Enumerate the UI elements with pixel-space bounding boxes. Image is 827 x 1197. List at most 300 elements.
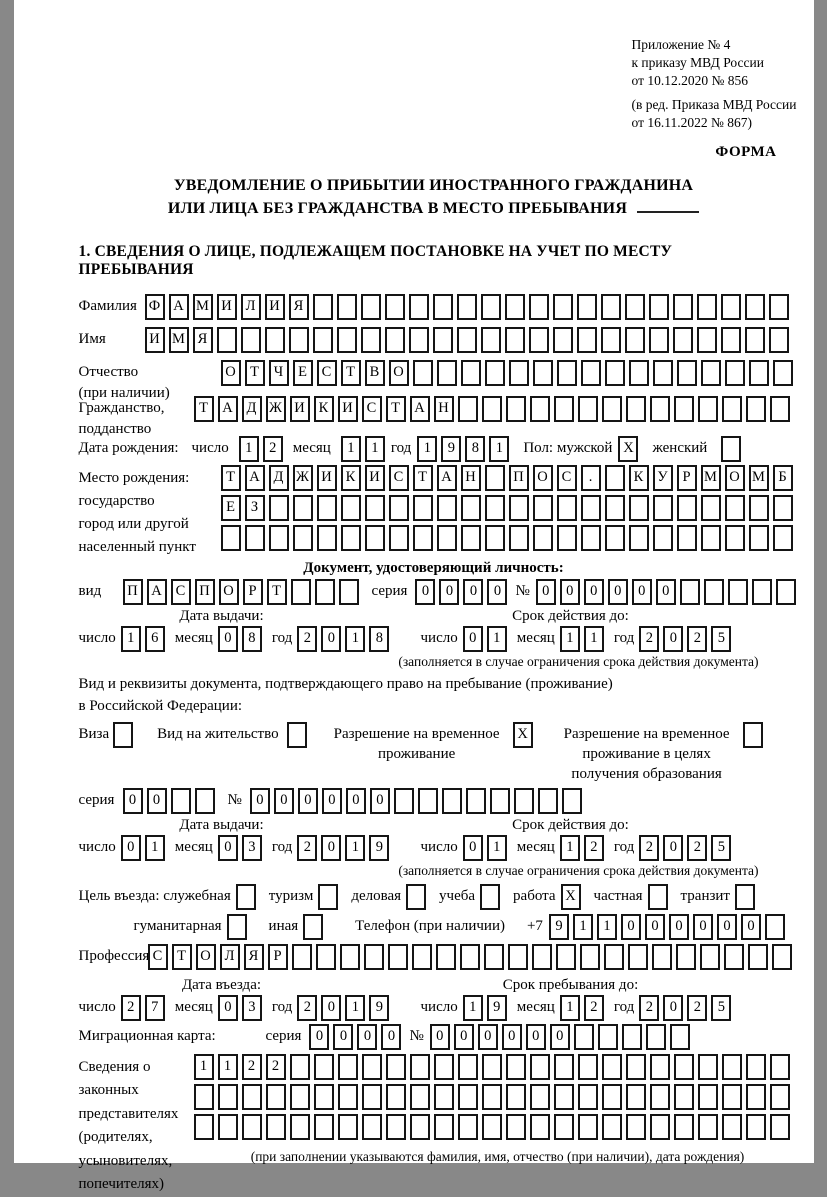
char-box — [269, 525, 289, 551]
char-box — [290, 1114, 310, 1140]
char-box: 2 — [584, 835, 604, 861]
char-box — [602, 1084, 622, 1110]
char-box: 0 — [218, 995, 238, 1021]
legal-reps-row1 — [194, 1054, 790, 1080]
year-word: год — [614, 630, 634, 647]
char-box: 1 — [417, 436, 437, 462]
year-word: год — [272, 839, 292, 856]
citizenship-boxes — [194, 396, 790, 422]
char-box — [601, 327, 621, 353]
char-box — [314, 1084, 334, 1110]
char-box — [341, 525, 361, 551]
char-box — [217, 327, 237, 353]
char-box: 0 — [478, 1024, 498, 1050]
char-box — [765, 914, 785, 940]
char-box — [362, 1084, 382, 1110]
title-blank-line — [637, 211, 699, 213]
residence-issue-title: Дата выдачи: — [79, 816, 365, 834]
migration-card-row — [79, 1024, 789, 1050]
char-box: И — [217, 294, 237, 320]
char-box — [338, 1084, 358, 1110]
char-box — [674, 1114, 694, 1140]
char-box: И — [338, 396, 358, 422]
section1-heading: 1. СВЕДЕНИЯ О ЛИЦЕ, ПОДЛЕЖАЩЕМ ПОСТАНОВКЕ НА УЧЕТ ПО МЕСТУ ПРЕБЫВАНИЯ — [79, 243, 789, 279]
char-box — [410, 1114, 430, 1140]
char-box: 0 — [346, 788, 366, 814]
entry-day — [121, 995, 165, 1021]
char-box — [743, 722, 763, 748]
char-box — [466, 788, 486, 814]
char-box — [557, 360, 577, 386]
char-box — [601, 294, 621, 320]
char-box: 0 — [526, 1024, 546, 1050]
char-box — [442, 788, 462, 814]
char-box — [653, 360, 673, 386]
doc-issue-group — [79, 607, 365, 652]
char-box — [339, 579, 359, 605]
char-box — [293, 525, 313, 551]
char-box — [313, 294, 333, 320]
char-box — [670, 1024, 690, 1050]
char-box — [578, 396, 598, 422]
char-box — [605, 360, 625, 386]
char-box — [386, 1114, 406, 1140]
char-box: С — [557, 465, 577, 491]
char-box — [485, 495, 505, 521]
birth-place-labels: Место рождения: государство город или другой населенный пункт — [79, 465, 221, 559]
char-box: А — [245, 465, 265, 491]
char-box — [578, 1114, 598, 1140]
purpose-row-2 — [79, 914, 789, 940]
char-box — [557, 525, 577, 551]
char-box: 8 — [369, 626, 389, 652]
char-box: 1 — [239, 436, 259, 462]
char-box — [602, 1114, 622, 1140]
char-box — [218, 1114, 238, 1140]
arrival-notification-form — [14, 0, 814, 1163]
migration-card-label: Миграционная карта: — [79, 1024, 266, 1045]
char-box: Е — [293, 360, 313, 386]
char-box — [772, 944, 792, 970]
char-box: 0 — [656, 579, 676, 605]
purpose-commercial: деловая — [351, 884, 426, 910]
char-box — [721, 294, 741, 320]
year-word: год — [391, 436, 411, 457]
doc-dates-row — [79, 607, 789, 652]
stay-month — [560, 995, 604, 1021]
char-box: Н — [461, 465, 481, 491]
month-word: месяц — [175, 839, 213, 856]
char-box — [677, 495, 697, 521]
char-box — [749, 495, 769, 521]
char-box — [649, 327, 669, 353]
char-box — [674, 396, 694, 422]
char-box — [529, 327, 549, 353]
residence-issue-year — [297, 835, 389, 861]
legal-reps-labels: Сведения о законных представителях (родителях, усыновителях, попечителях) — [79, 1054, 194, 1197]
char-box — [484, 944, 504, 970]
char-box: 0 — [663, 835, 683, 861]
char-box: 0 — [322, 788, 342, 814]
migration-number-boxes — [430, 1024, 690, 1050]
residence-series-boxes — [123, 788, 215, 814]
char-box — [578, 1054, 598, 1080]
char-box: 6 — [145, 626, 165, 652]
day-word: число — [79, 999, 116, 1016]
residence-series-row — [79, 788, 789, 814]
char-box — [365, 525, 385, 551]
char-box: И — [145, 327, 165, 353]
char-box: 1 — [345, 995, 365, 1021]
char-box: А — [169, 294, 189, 320]
char-box: Л — [220, 944, 240, 970]
sex-female-label: женский — [652, 436, 707, 457]
char-box: 0 — [663, 626, 683, 652]
char-box — [530, 1054, 550, 1080]
form-label: ФОРМА — [79, 144, 789, 161]
char-box: Д — [242, 396, 262, 422]
residence-number-label: № — [228, 788, 242, 809]
char-box — [317, 495, 337, 521]
entry-date-title: Дата въезда: — [79, 976, 365, 994]
residence-permit-options — [79, 722, 789, 784]
char-box — [241, 327, 261, 353]
char-box — [580, 944, 600, 970]
char-box — [341, 495, 361, 521]
char-box — [752, 579, 772, 605]
char-box: К — [629, 465, 649, 491]
char-box: 7 — [145, 995, 165, 1021]
char-box: Н — [434, 396, 454, 422]
char-box — [773, 360, 793, 386]
char-box: 0 — [663, 995, 683, 1021]
char-box — [482, 1054, 502, 1080]
purpose-study: учеба — [439, 884, 500, 910]
doc-issue-month — [218, 626, 262, 652]
char-box: Т — [172, 944, 192, 970]
profession-row — [79, 944, 789, 970]
char-box — [626, 396, 646, 422]
char-box — [385, 327, 405, 353]
char-box — [506, 1084, 526, 1110]
entry-year — [297, 995, 389, 1021]
purpose-private-checkbox — [648, 884, 668, 910]
phone-label: Телефон (при наличии) — [355, 914, 505, 935]
char-box — [316, 944, 336, 970]
char-box: 1 — [597, 914, 617, 940]
doc-type-boxes — [123, 579, 359, 605]
doc-issue-title: Дата выдачи: — [79, 607, 365, 625]
char-box — [461, 495, 481, 521]
char-box: 2 — [297, 626, 317, 652]
residence-number-boxes — [250, 788, 582, 814]
char-box — [409, 294, 429, 320]
entry-purpose-row — [79, 884, 789, 910]
char-box — [485, 360, 505, 386]
char-box — [770, 1084, 790, 1110]
day-word: число — [79, 839, 116, 856]
birth-year-boxes — [417, 436, 509, 462]
char-box: Р — [268, 944, 288, 970]
legal-reps-block — [79, 1054, 789, 1197]
char-box: 0 — [357, 1024, 377, 1050]
char-box — [303, 914, 323, 940]
char-box — [386, 1054, 406, 1080]
purpose-transit: транзит — [681, 884, 755, 910]
char-box — [433, 294, 453, 320]
patronymic-boxes — [221, 360, 793, 386]
char-box — [434, 1114, 454, 1140]
char-box — [746, 1114, 766, 1140]
char-box — [480, 884, 500, 910]
residence-issue-day — [121, 835, 165, 861]
char-box — [481, 327, 501, 353]
char-box — [289, 327, 309, 353]
given-name-boxes — [145, 327, 789, 353]
char-box: X — [561, 884, 581, 910]
char-box: 2 — [263, 436, 283, 462]
char-box — [602, 396, 622, 422]
month-word: месяц — [517, 630, 555, 647]
char-box — [506, 1054, 526, 1080]
entry-date-group — [79, 976, 365, 1021]
char-box — [650, 1054, 670, 1080]
stay-until-group — [421, 976, 721, 1021]
day-word: число — [79, 630, 116, 647]
char-box: 1 — [463, 995, 483, 1021]
char-box — [315, 579, 335, 605]
char-box: 1 — [218, 1054, 238, 1080]
char-box — [293, 495, 313, 521]
char-box: Ч — [269, 360, 289, 386]
char-box: 0 — [298, 788, 318, 814]
char-box: Б — [773, 465, 793, 491]
char-box — [676, 944, 696, 970]
char-box — [553, 294, 573, 320]
char-box — [482, 396, 502, 422]
char-box: И — [365, 465, 385, 491]
char-box — [514, 788, 534, 814]
char-box — [578, 1084, 598, 1110]
char-box: 1 — [560, 626, 580, 652]
doc-number-boxes — [536, 579, 796, 605]
char-box — [725, 495, 745, 521]
purpose-private: частная — [594, 884, 668, 910]
char-box — [490, 788, 510, 814]
birth-date-label: Дата рождения: — [79, 436, 192, 457]
purpose-commercial-checkbox — [406, 884, 426, 910]
char-box: О — [196, 944, 216, 970]
char-box: 8 — [465, 436, 485, 462]
char-box — [650, 1114, 670, 1140]
char-box — [485, 465, 505, 491]
char-box — [577, 327, 597, 353]
char-box — [266, 1114, 286, 1140]
char-box: М — [701, 465, 721, 491]
temp-permit-label: Разрешение на временное проживание — [329, 722, 505, 764]
char-box — [728, 579, 748, 605]
char-box — [318, 884, 338, 910]
char-box — [773, 495, 793, 521]
char-box — [653, 495, 673, 521]
char-box — [769, 327, 789, 353]
char-box — [622, 1024, 642, 1050]
char-box: Р — [677, 465, 697, 491]
char-box — [290, 1084, 310, 1110]
char-box — [649, 294, 669, 320]
char-box — [533, 525, 553, 551]
char-box — [314, 1054, 334, 1080]
char-box: 1 — [560, 835, 580, 861]
char-box — [113, 722, 133, 748]
char-box: 0 — [454, 1024, 474, 1050]
year-word: год — [272, 630, 292, 647]
temp-permit-option — [329, 722, 533, 764]
char-box — [245, 525, 265, 551]
legal-reps-row2 — [194, 1084, 790, 1110]
doc-valid-day — [463, 626, 507, 652]
doc-series-boxes — [415, 579, 507, 605]
revision-line: от 16.11.2022 № 867) — [632, 114, 827, 132]
char-box — [317, 525, 337, 551]
char-box: М — [169, 327, 189, 353]
char-box: 2 — [639, 995, 659, 1021]
char-box — [698, 1114, 718, 1140]
char-box — [698, 1054, 718, 1080]
char-box — [648, 884, 668, 910]
char-box — [509, 360, 529, 386]
char-box: П — [509, 465, 529, 491]
char-box — [554, 1054, 574, 1080]
char-box: Р — [243, 579, 263, 605]
title-line-2: ИЛИ ЛИЦА БЕЗ ГРАЖДАНСТВА В МЕСТО ПРЕБЫВАНИЯ — [79, 198, 789, 221]
char-box — [337, 294, 357, 320]
char-box: 1 — [584, 626, 604, 652]
char-box — [388, 944, 408, 970]
char-box — [508, 944, 528, 970]
char-box: 0 — [218, 626, 238, 652]
char-box: 0 — [717, 914, 737, 940]
char-box: 0 — [463, 579, 483, 605]
char-box: 1 — [573, 914, 593, 940]
residence-permit-option — [157, 722, 306, 748]
purpose-transit-checkbox — [735, 884, 755, 910]
char-box — [680, 579, 700, 605]
purpose-tourism: туризм — [269, 884, 339, 910]
birth-place-row1 — [221, 465, 793, 491]
char-box: 9 — [369, 995, 389, 1021]
char-box: А — [410, 396, 430, 422]
given-name-label: Имя — [79, 327, 145, 348]
char-box — [313, 327, 333, 353]
char-box: 0 — [463, 835, 483, 861]
given-name-row — [79, 327, 789, 353]
char-box: 2 — [639, 835, 659, 861]
sex-male-checkbox — [618, 436, 638, 462]
char-box: Ж — [293, 465, 313, 491]
birth-day-boxes — [239, 436, 283, 462]
char-box: 0 — [693, 914, 713, 940]
char-box — [362, 1114, 382, 1140]
char-box — [626, 1084, 646, 1110]
char-box — [598, 1024, 618, 1050]
char-box — [722, 1084, 742, 1110]
char-box — [677, 525, 697, 551]
char-box: И — [265, 294, 285, 320]
char-box — [698, 396, 718, 422]
char-box: 2 — [687, 626, 707, 652]
purpose-humanitarian-checkbox — [227, 914, 247, 940]
char-box — [604, 944, 624, 970]
char-box: 2 — [687, 995, 707, 1021]
edu-permit-option — [559, 722, 763, 784]
char-box: 0 — [321, 835, 341, 861]
char-box — [413, 525, 433, 551]
purpose-business — [79, 884, 256, 910]
char-box — [458, 1084, 478, 1110]
char-box — [677, 360, 697, 386]
char-box: 9 — [549, 914, 569, 940]
migration-series-label: серия — [266, 1024, 302, 1045]
doc-valid-title: Срок действия до: — [421, 607, 721, 625]
doc-type-label: вид — [79, 579, 123, 600]
char-box — [602, 1054, 622, 1080]
char-box: Е — [221, 495, 241, 521]
char-box — [171, 788, 191, 814]
char-box — [746, 396, 766, 422]
char-box: 0 — [321, 995, 341, 1021]
char-box — [338, 1114, 358, 1140]
char-box: 2 — [297, 835, 317, 861]
char-box — [458, 396, 478, 422]
day-word: число — [421, 999, 458, 1016]
char-box — [770, 396, 790, 422]
char-box — [770, 1054, 790, 1080]
purpose-other: иная — [269, 914, 324, 940]
day-word: число — [192, 436, 229, 457]
year-word: год — [614, 839, 634, 856]
char-box — [577, 294, 597, 320]
char-box: 1 — [489, 436, 509, 462]
legal-reps-rows — [194, 1054, 790, 1197]
char-box: К — [314, 396, 334, 422]
char-box — [625, 327, 645, 353]
char-box: С — [148, 944, 168, 970]
edu-permit-checkbox — [743, 722, 763, 748]
char-box: 2 — [266, 1054, 286, 1080]
char-box: К — [341, 465, 361, 491]
char-box — [605, 495, 625, 521]
char-box — [533, 495, 553, 521]
char-box: С — [171, 579, 191, 605]
purpose-work: работа X — [513, 884, 581, 910]
char-box — [605, 525, 625, 551]
char-box — [749, 525, 769, 551]
residence-valid-day — [463, 835, 507, 861]
char-box: 1 — [487, 626, 507, 652]
document-title — [79, 175, 789, 220]
entry-month — [218, 995, 262, 1021]
char-box — [554, 1114, 574, 1140]
char-box: 0 — [645, 914, 665, 940]
char-box — [457, 294, 477, 320]
migration-series-boxes — [309, 1024, 401, 1050]
char-box: 0 — [463, 626, 483, 652]
char-box: 0 — [487, 579, 507, 605]
char-box — [557, 495, 577, 521]
char-box — [218, 1084, 238, 1110]
char-box — [700, 944, 720, 970]
